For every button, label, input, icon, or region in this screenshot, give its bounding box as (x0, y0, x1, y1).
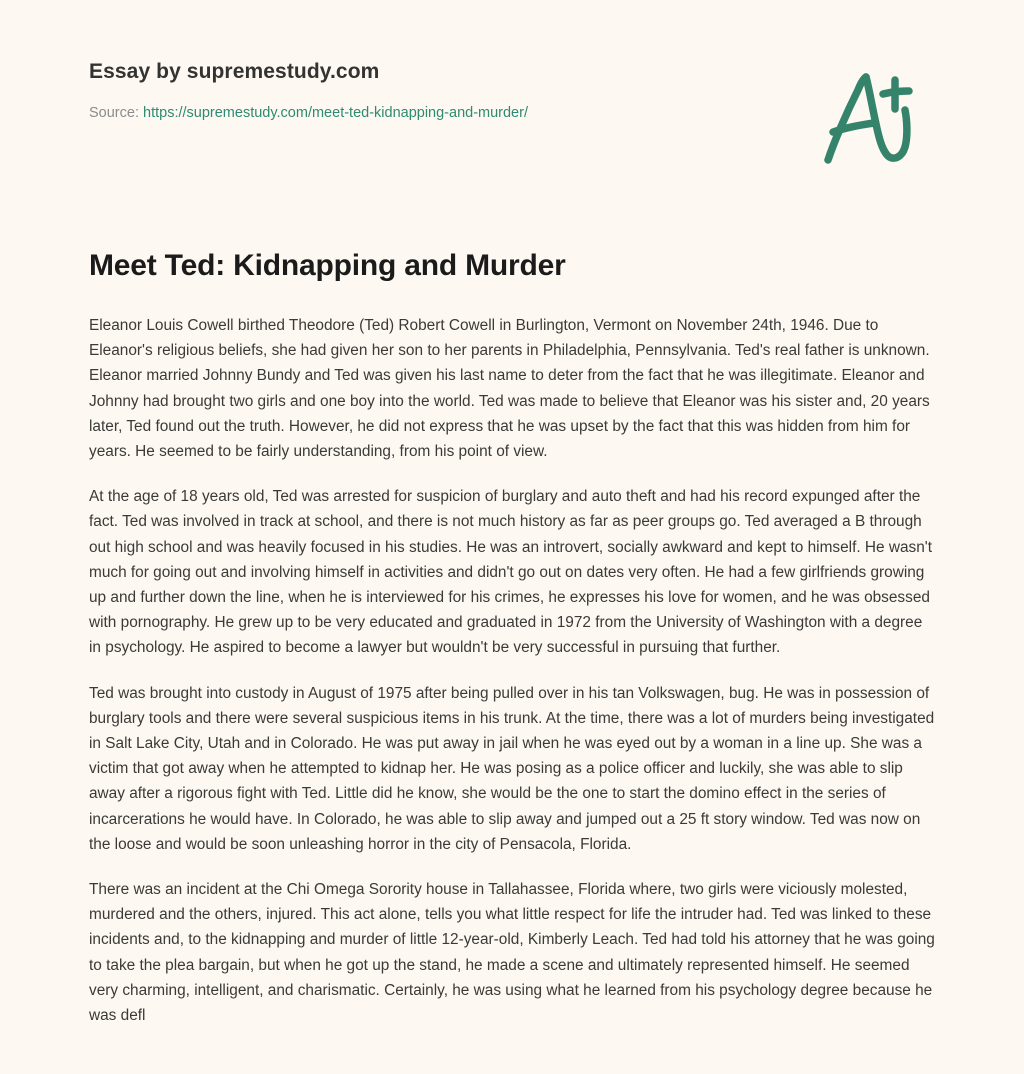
brand-block (89, 58, 789, 123)
source-url-link[interactable]: https://supremestudy.com/meet-ted-kidnapping-and-murder/ (143, 105, 528, 121)
brand-title: Essay by supremestudy.com (89, 60, 380, 83)
page-title: Meet Ted: Kidnapping and Murder (89, 249, 566, 282)
article (89, 247, 937, 1028)
article-body (89, 313, 937, 1028)
article-paragraph: At the age of 18 years old, Ted was arrested for suspicion of burglary and auto theft and had his record expunged after the fact. Ted was involved in track at school, and there is not much history as far as peer groups go. Ted averaged a B through out high school and was heavily focused in his studies. He was an introvert, socially awkward and kept to himself. He wasn't much for going out and involving himself in activities and didn't go out on dates very often. He had a few girlfriends growing up and further down the line, when he is interviewed for his crimes, he expresses his love for women, and he was obsessed with pornography. He grew up to be very educated and graduated in 1972 from the University of Washington with a degree in psychology. He aspired to become a lawyer but wouldn't be very successful in pursuing that further. (89, 488, 933, 657)
source-label: Source: (89, 105, 139, 121)
source-line (89, 103, 789, 123)
page-header (0, 0, 1024, 190)
a-plus-logo-glyph (812, 62, 920, 172)
article-paragraph: Ted was brought into custody in August of 1975 after being pulled over in his tan Volkswagen, bug. He was in possession of burglary tools and there were several suspicious items in his trunk. At the time, there was a lot of murders being investigated in Salt Lake City, Utah and in Colorado. He was put away in jail when he was eyed out by a woman in a line up. She was a victim that got away when he attempted to kidnap her. He was posing as a police officer and luckily, she was able to slip away after a rigorous fight with Ted. Little did he know, she would be the one to start the domino effect in the series of incarcerations he would have. In Colorado, he was able to slip away and jumped out a 25 ft story window. Ted was now on the loose and would be soon unleashing horror in the city of Pensacola, Florida. (89, 684, 935, 853)
article-paragraph: There was an incident at the Chi Omega Sorority house in Tallahassee, Florida where, two girls were viciously molested, murdered and the others, injured. This act alone, tells you what little respect for life the intruder had. Ted was linked to these incidents and, to the kidnapping and murder of little 12-year-old, Kimberly Leach. Ted had told his attorney that he was going to take the plea bargain, but when he got up the stand, he made a scene and ultimately represented himself. He seemed very charming, intelligent, and charismatic. Certainly, he was using what he learned from his psychology degree because he was defl (89, 881, 935, 1025)
a-plus-logo-icon[interactable] (812, 62, 920, 172)
article-paragraph: Eleanor Louis Cowell birthed Theodore (Ted) Robert Cowell in Burlington, Vermont on November 24th, 1946. Due to Eleanor's religious beliefs, she had given her son to her parents in Philadelphia, Pennsylvania. Ted's real father is unknown. Eleanor married Johnny Bundy and Ted was given his last name to deter from the fact that he was illegitimate. Eleanor and Johnny had brought two girls and one boy into the world. Ted was made to believe that Eleanor was his sister and, 20 years later, Ted found out the truth. However, he did not express that he was upset by the fact that this was hidden from him for years. He seemed to be fairly understanding, from his point of view. (89, 317, 930, 461)
